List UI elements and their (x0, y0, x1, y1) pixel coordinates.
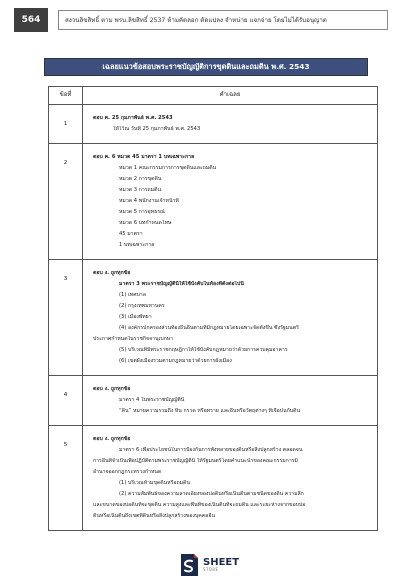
answer-line: (6) เขตผังเมืองรวมตามกฎหมายว่าด้วยการผังเมือง (119, 358, 232, 364)
answer-line: “ดิน” หมายความรวมถึง หิน กรวด หรือทราย และอื่นหรือวัตถุต่างๆ ที่เจือปนกับดิน (119, 408, 300, 414)
answer-cell (83, 426, 378, 531)
sheet-store-logo-icon (178, 552, 200, 578)
table-row (49, 144, 378, 260)
answer-line: ประกาศกำหนดในราชกิจจานุเบกษา (93, 336, 174, 342)
answer-cell (83, 105, 378, 144)
answer-table (48, 86, 378, 531)
answer-line: และขนาดของบ่อดินที่จะขุดดิน ความสูงและพื้นที่ของเนินดินที่จะถมดิน และระยะห่างจากขอบบ่อ (93, 502, 306, 508)
answer-line: ตอบ ง. ถูกทุกข้อ (93, 436, 131, 442)
answer-line: อำนาจออกกฎกระทรวงกำหนด (93, 469, 162, 475)
answer-cell (83, 376, 378, 426)
answer-line: หมวด 5 การอุทธรณ์ (119, 209, 165, 215)
answer-line: หมวด 3 การถมดิน (119, 187, 162, 193)
question-number: 4 (49, 376, 83, 426)
answer-line: ตอบ ค. 25 กุมภาพันธ์ พ.ศ. 2543 (93, 115, 173, 121)
answer-line: (2) ความสัมพันธ์ของความลาดเอียงของบ่อดินหรือเนินดินตามชนิดของดิน ความลึก (119, 491, 304, 497)
answer-line: ตอบ ง. ถูกทุกข้อ (93, 386, 131, 392)
page-number: 564 (14, 8, 48, 32)
answer-line: มาตรา 4 ในพระราชบัญญัตินี้ (119, 397, 185, 403)
answer-line: ดินหรือเนินดินถึงเขตที่ดินหรือสิ่งปลูกสร้างของบุคคลอื่น (93, 513, 216, 519)
question-number: 5 (49, 426, 83, 531)
document-title: เฉลยแนวข้อสอบพระราชบัญญัติการขุดดินและถมดิน พ.ศ. 2543 (44, 58, 368, 76)
answer-line: (1) บริเวณห้ามขุดดินหรือถมดิน (119, 480, 190, 486)
column-header-answer: คำเฉลย (83, 87, 378, 105)
table-row (49, 105, 378, 144)
brand-name (203, 558, 239, 572)
brand-title: SHEET (203, 557, 240, 568)
table-row (49, 376, 378, 426)
answer-line: ให้ไว้ณ วันที่ 25 กุมภาพันธ์ พ.ศ. 2543 (113, 126, 201, 132)
answer-line: 1 บทเฉพาะกาล (119, 242, 155, 248)
answer-line: มาตรา 6 เพื่อประโยชน์ในการป้องกันการพังทลายของดินหรือสิ่งปลูกสร้าง ตลอดจน (119, 447, 303, 453)
answer-line: หมวด 4 พนักงานเจ้าหน้าที่ (119, 198, 179, 204)
answer-line: 45 มาตรา (119, 231, 143, 237)
table-header-row (49, 87, 378, 105)
brand-subtitle: STORE (203, 567, 219, 572)
answer-line: (3) เมืองพัทยา (119, 314, 152, 320)
table-row (49, 260, 378, 376)
answer-line: หมวด 1 คณะกรรมการการขุดดินและถมดิน (119, 165, 217, 171)
copyright-notice: สงวนลิขสิทธิ์ ตาม พรบ.ลิขสิทธิ์ 2537 ห้ามคัดลอก ตัดแปลง จำหน่าย แจกจ่าย โดยไม่ได้รับอนุญาต (58, 10, 388, 30)
question-number: 1 (49, 105, 83, 144)
answer-line: การอื่นที่จำเป็นเพื่อปฏิบัติตามพระราชบัญญัตินี้ ให้รัฐมนตรีโดยคำแนะนำของคณะกรรมการมี (93, 458, 298, 464)
answer-line: (5) บริเวณที่มีพระราชกฤษฎีกาให้ใช้บังคับกฎหมายว่าด้วยการควบคุมอาคาร (119, 347, 288, 353)
answer-cell (83, 144, 378, 260)
answer-line: (1) เทศบาล (119, 292, 146, 298)
answer-line: ตอบ ง. ถูกทุกข้อ (93, 270, 131, 276)
question-number: 2 (49, 144, 83, 260)
answer-line: (2) กรุงเทพมหานคร (119, 303, 165, 309)
answer-line: หมวด 2 การขุดดิน (119, 176, 162, 182)
column-header-no: ข้อที่ (49, 87, 83, 105)
brand-logo (178, 548, 258, 582)
question-number: 3 (49, 260, 83, 376)
answer-line: (4) องค์กรปกครองส่วนท้องถิ่นอื่นตามที่มีกฎหมายโดยเฉพาะจัดตั้งขึ้น ซึ่งรัฐมนตรี (119, 325, 299, 331)
answer-cell (83, 260, 378, 376)
answer-line: หมวด 6 บทกำหนดโทษ (119, 220, 172, 226)
table-row (49, 426, 378, 531)
answer-line: ตอบ ค. 6 หมวด 45 มาตรา 1 บทเฉพาะกาล (93, 154, 195, 160)
answer-line: มาตรา 3 พระราชบัญญัตินี้ให้ใช้บังคับในท้องที่ดังต่อไปนี้ (119, 281, 244, 287)
